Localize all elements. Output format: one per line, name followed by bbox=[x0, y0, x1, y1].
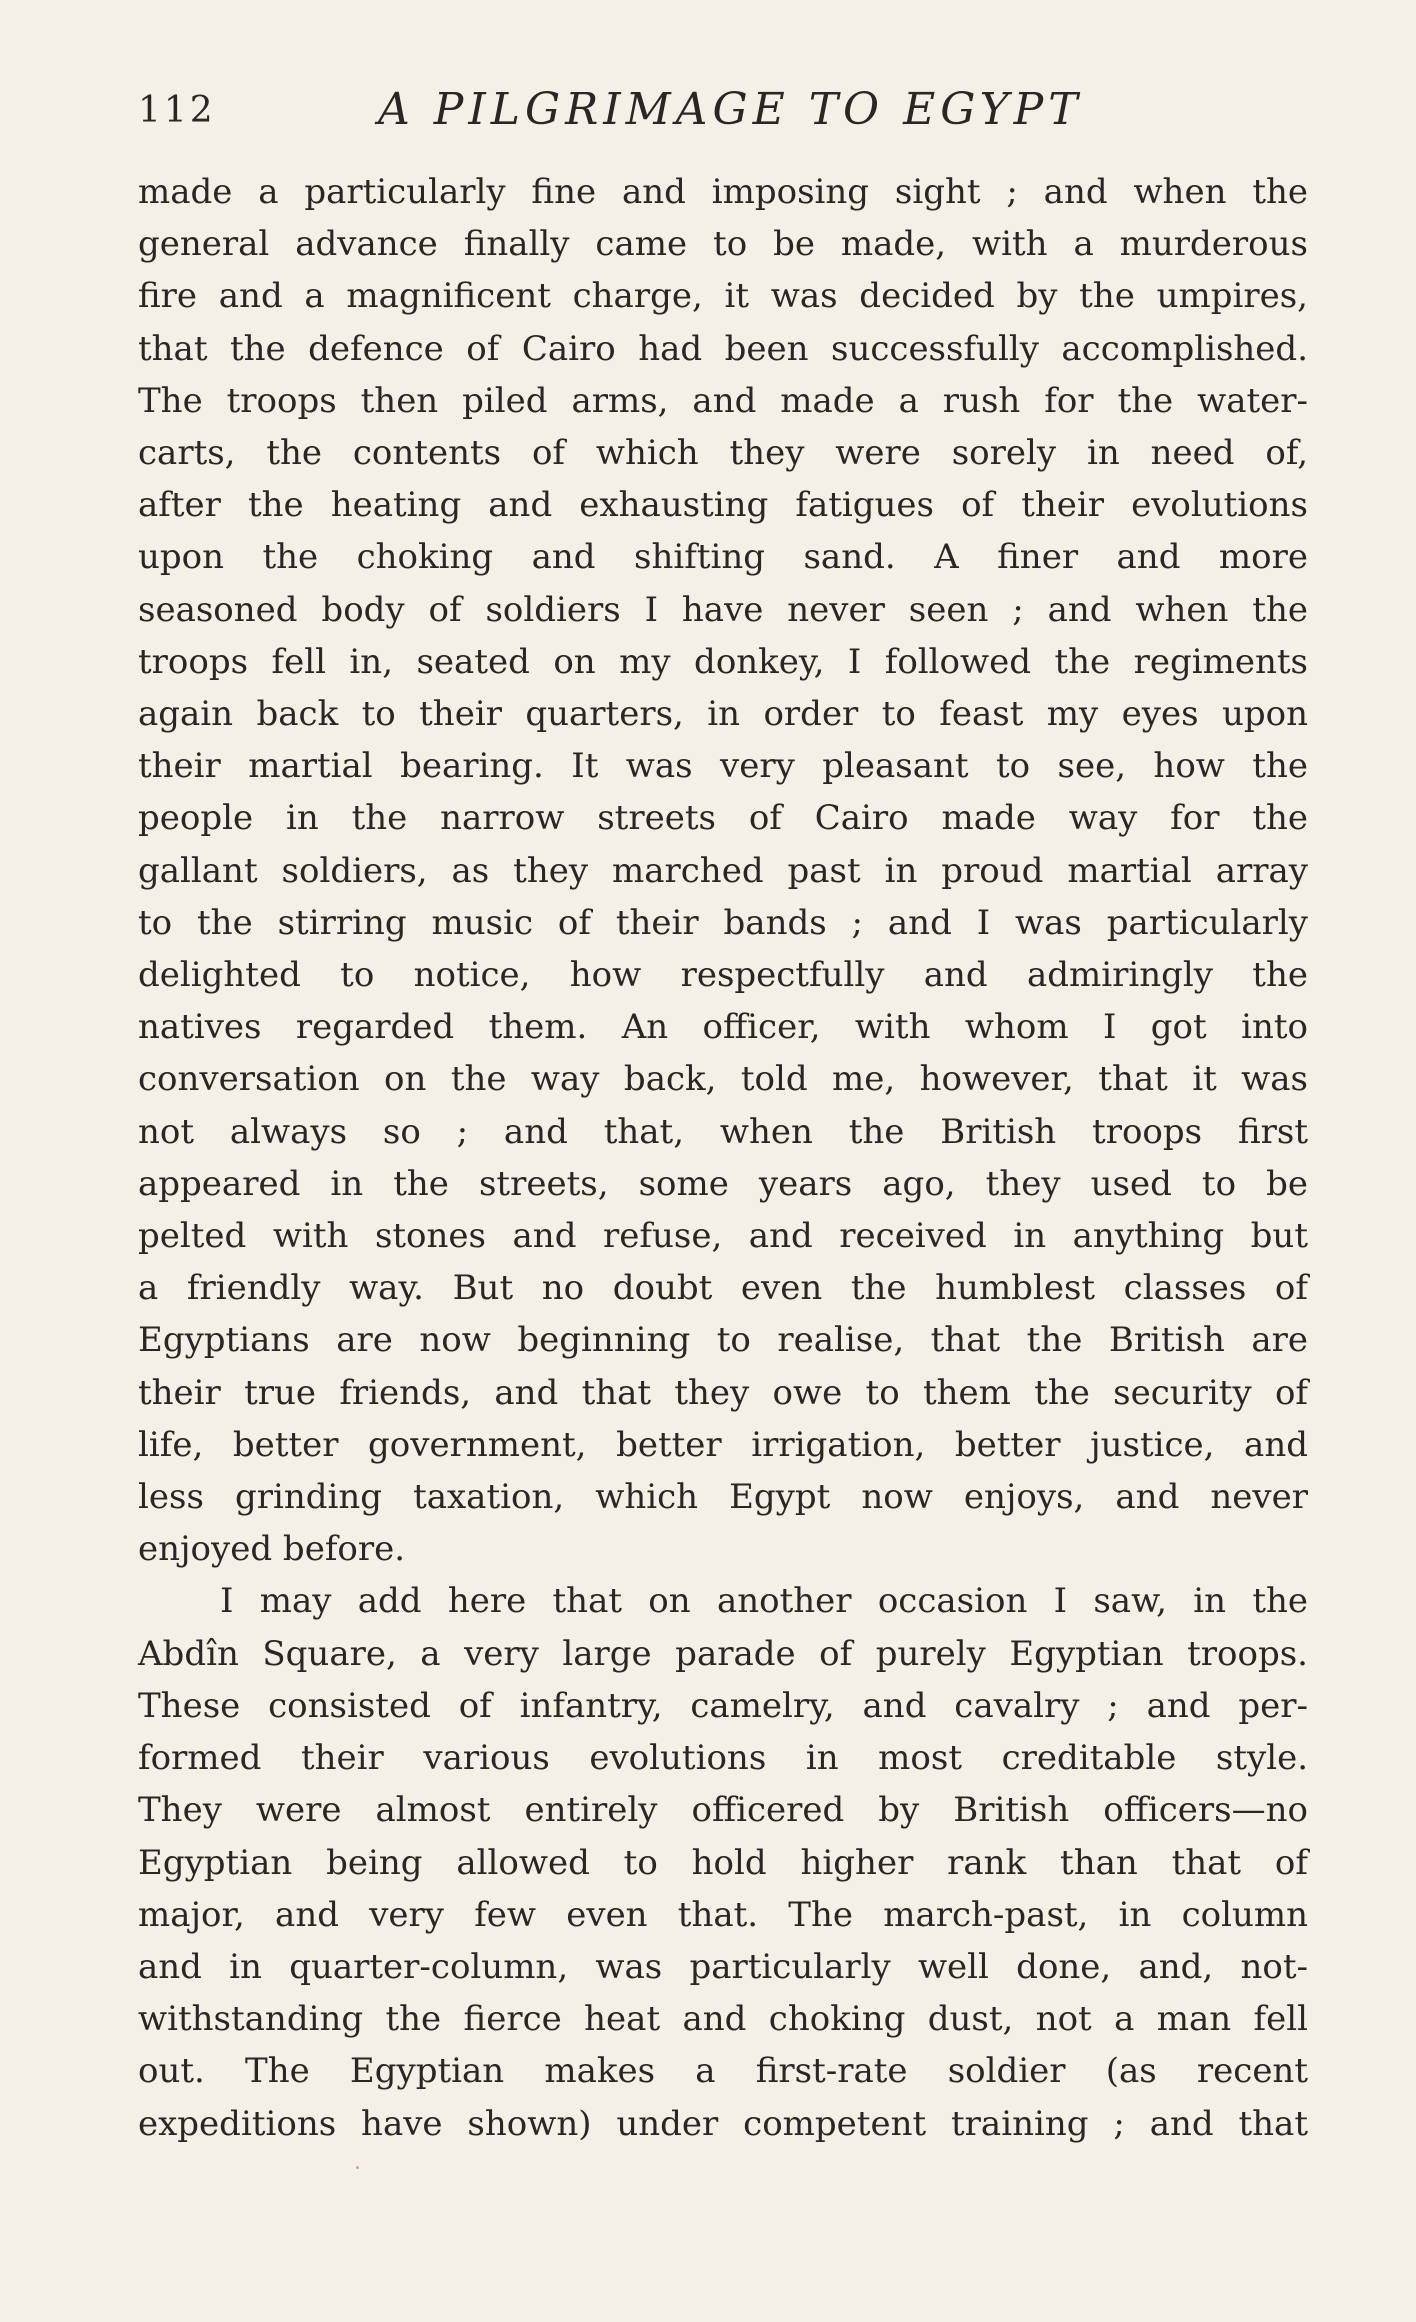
page-number: 112 bbox=[138, 90, 216, 131]
running-head bbox=[138, 84, 1308, 144]
text-line: to the stirring music of their bands ; and I was particularly bbox=[138, 902, 1308, 943]
text-line: These consisted of infantry, camelry, and cavalry ; and per- bbox=[138, 1685, 1308, 1726]
text-line: I may add here that on another occasion I saw, in the bbox=[220, 1581, 1308, 1622]
text-line: and in quarter-column, was particularly well done, and, not- bbox=[138, 1946, 1308, 1987]
text-line: formed their various evolutions in most creditable style. bbox=[138, 1738, 1308, 1779]
paper-speck bbox=[356, 2166, 359, 2169]
text-line: a friendly way. But no doubt even the humblest classes of bbox=[138, 1268, 1308, 1309]
text-line: their martial bearing. It was very pleasant to see, how the bbox=[138, 746, 1308, 787]
text-line: enjoyed before. bbox=[138, 1529, 406, 1570]
paragraph-2 bbox=[138, 1575, 1308, 2149]
text-line: seasoned body of soldiers I have never seen ; and when the bbox=[138, 589, 1308, 630]
text-line: troops fell in, seated on my donkey, I followed the regiments bbox=[138, 641, 1308, 682]
text-line: expeditions have shown) under competent training ; and that bbox=[138, 2103, 1308, 2144]
text-line: not always so ; and that, when the British troops first bbox=[138, 1111, 1308, 1152]
text-line: made a particularly fine and imposing sight ; and when the bbox=[138, 172, 1308, 212]
text-line: general advance finally came to be made, with a murderous bbox=[138, 224, 1308, 265]
text-line: life, better government, better irrigation, better justice, and bbox=[138, 1424, 1308, 1465]
text-line: out. The Egyptian makes a first-rate soldier (as recent bbox=[138, 2051, 1308, 2092]
text-line: The troops then piled arms, and made a rush for the water- bbox=[138, 380, 1308, 421]
text-line: conversation on the way back, told me, however, that it was bbox=[138, 1059, 1308, 1100]
text-line: people in the narrow streets of Cairo made way for the bbox=[138, 798, 1308, 839]
text-line: less grinding taxation, which Egypt now enjoys, and never bbox=[138, 1477, 1308, 1518]
paragraph-1 bbox=[138, 166, 1308, 1575]
text-line: major, and very few even that. The march-past, in column bbox=[138, 1894, 1308, 1935]
text-line: that the defence of Cairo had been successfully accomplished. bbox=[138, 328, 1308, 369]
text-line: carts, the contents of which they were sorely in need of, bbox=[138, 433, 1308, 474]
text-line: delighted to notice, how respectfully and admiringly the bbox=[138, 955, 1308, 996]
text-line: again back to their quarters, in order to feast my eyes upon bbox=[138, 694, 1308, 735]
body-text bbox=[138, 166, 1308, 2150]
text-line: fire and a magnificent charge, it was decided by the umpires, bbox=[138, 276, 1308, 317]
text-line: gallant soldiers, as they marched past in proud martial array bbox=[138, 850, 1308, 891]
text-line: after the heating and exhausting fatigues of their evolutions bbox=[138, 485, 1308, 526]
text-line: Abdîn Square, a very large parade of purely Egyptian troops. bbox=[138, 1633, 1308, 1674]
text-line: appeared in the streets, some years ago, they used to be bbox=[138, 1163, 1308, 1204]
text-line: their true friends, and that they owe to them the security of bbox=[138, 1372, 1308, 1413]
text-line: They were almost entirely officered by British officers—no bbox=[138, 1790, 1308, 1831]
text-line: upon the choking and shifting sand. A finer and more bbox=[138, 537, 1308, 578]
text-line: Egyptian being allowed to hold higher rank than that of bbox=[138, 1842, 1308, 1883]
text-line: Egyptians are now beginning to realise, that the British are bbox=[138, 1320, 1308, 1361]
text-line: natives regarded them. An officer, with whom I got into bbox=[138, 1007, 1308, 1048]
text-line: withstanding the fierce heat and choking dust, not a man fell bbox=[138, 1999, 1308, 2040]
running-title: A PILGRIMAGE TO EGYPT bbox=[378, 84, 1083, 135]
text-line: pelted with stones and refuse, and received in anything but bbox=[138, 1216, 1308, 1257]
